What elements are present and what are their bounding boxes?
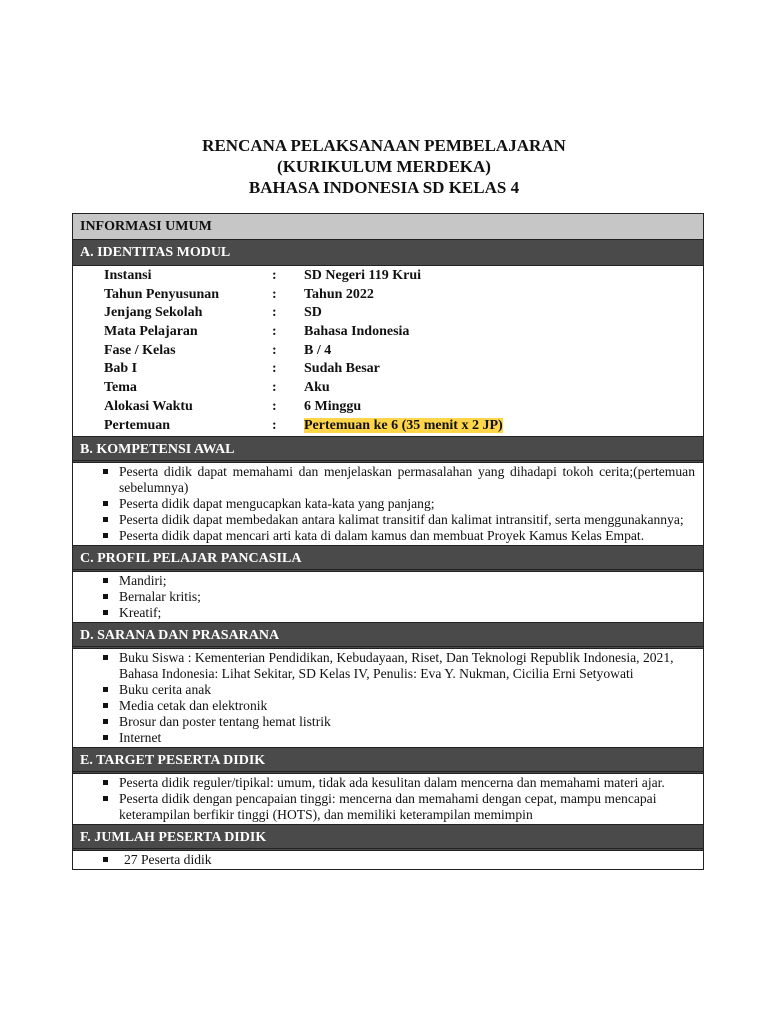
profil-pelajar-section — [73, 572, 703, 623]
title-line-3: BAHASA INDONESIA SD KELAS 4 — [248, 178, 520, 197]
identitas-colon: : — [272, 286, 277, 302]
identitas-colon: : — [272, 305, 277, 321]
identitas-row — [73, 379, 695, 398]
rpp-table — [72, 213, 704, 870]
identitas-label: Jenjang Sekolah — [104, 305, 203, 321]
sarana-prasarana-header: D. SARANA DAN PRASARANA — [73, 623, 703, 649]
list-item: Bernalar kritis; — [102, 589, 695, 605]
target-peserta-section — [73, 774, 703, 825]
document-title — [0, 135, 768, 198]
identitas-colon: : — [272, 268, 277, 283]
identitas-modul-section — [73, 266, 703, 437]
identitas-row — [73, 360, 695, 379]
list-item: Peserta didik dapat membedakan antara kalimat transitif dan kalimat intransitif, serta menggunakannya; — [102, 512, 695, 528]
identitas-value: SD Negeri 119 Krui — [304, 268, 422, 283]
identitas-value: B / 4 — [304, 342, 332, 358]
list-item: Buku cerita anak — [102, 682, 695, 698]
identitas-value: 6 Minggu — [304, 398, 362, 414]
jumlah-peserta-section — [73, 851, 703, 869]
kompetensi-awal-header: B. KOMPETENSI AWAL — [73, 437, 703, 463]
jumlah-peserta-header: F. JUMLAH PESERTA DIDIK — [73, 825, 703, 851]
list-item: 27 Peserta didik — [102, 852, 695, 868]
list-item: Peserta didik reguler/tipikal: umum, tidak ada kesulitan dalam mencerna dan memahami materi ajar. — [102, 775, 695, 791]
list-item: Buku Siswa : Kementerian Pendidikan, Kebudayaan, Riset, Dan Teknologi Republik Indonesia, 2021, Bahasa Indonesia: Lihat Sekitar, SD Kelas IV, Penulis: Eva Y. Nukman, Cicilia Erni Setyowati — [102, 650, 695, 682]
identitas-modul-header: A. IDENTITAS MODUL — [73, 240, 703, 266]
identitas-value: Bahasa Indonesia — [304, 324, 410, 340]
identitas-value: SD — [304, 305, 322, 321]
informasi-umum-header: INFORMASI UMUM — [73, 214, 703, 240]
identitas-value: Aku — [304, 380, 330, 396]
identitas-row — [73, 304, 695, 323]
title-line-1: RENCANA PELAKSANAAN PEMBELAJARAN — [202, 136, 566, 155]
identitas-row — [73, 286, 695, 305]
identitas-colon: : — [272, 361, 277, 377]
list-item: Media cetak dan elektronik — [102, 698, 695, 714]
pertemuan-highlight: Pertemuan ke 6 (35 menit x 2 JP) — [304, 417, 503, 433]
identitas-row — [73, 398, 695, 417]
list-item: Peserta didik dapat mencari arti kata di dalam kamus dan membuat Proyek Kamus Kelas Empat. — [102, 528, 695, 544]
identitas-row — [73, 342, 695, 361]
identitas-row — [73, 417, 695, 436]
kompetensi-awal-section — [73, 463, 703, 546]
identitas-value: Sudah Besar — [304, 361, 380, 377]
target-peserta-header: E. TARGET PESERTA DIDIK — [73, 748, 703, 774]
identitas-label: Mata Pelajaran — [104, 324, 198, 340]
identitas-label: Alokasi Waktu — [104, 398, 193, 414]
list-item: Peserta didik dengan pencapaian tinggi: mencerna dan memahami dengan cepat, mampu mencapai keterampilan berfikir tinggi (HOTS), dan memiliki keterampilan memimpin — [102, 791, 695, 823]
identitas-colon: : — [272, 380, 277, 396]
identitas-colon: : — [272, 324, 277, 340]
list-item: Internet — [102, 730, 695, 746]
identitas-row — [73, 323, 695, 342]
identitas-label: Tema — [104, 380, 137, 396]
title-line-2: (KURIKULUM MERDEKA) — [277, 157, 491, 176]
list-item: Peserta didik dapat mengucapkan kata-kata yang panjang; — [102, 496, 695, 512]
identitas-label: Bab I — [104, 361, 138, 377]
identitas-colon: : — [272, 398, 277, 414]
list-item: Peserta didik dapat memahami dan menjelaskan permasalahan yang dihadapi tokoh cerita;(pertemuan sebelumnya) — [102, 464, 695, 496]
identitas-label: Fase / Kelas — [104, 342, 176, 358]
identitas-colon: : — [272, 342, 277, 358]
list-item: Mandiri; — [102, 573, 695, 589]
identitas-label: Tahun Penyusunan — [104, 286, 220, 302]
identitas-row — [73, 267, 695, 286]
identitas-colon: : — [272, 417, 277, 433]
profil-pelajar-header: C. PROFIL PELAJAR PANCASILA — [73, 546, 703, 572]
identitas-label: Instansi — [104, 268, 152, 283]
list-item: Kreatif; — [102, 605, 695, 621]
list-item: Brosur dan poster tentang hemat listrik — [102, 714, 695, 730]
identitas-label: Pertemuan — [104, 417, 171, 433]
sarana-prasarana-section — [73, 649, 703, 748]
identitas-value: Tahun 2022 — [304, 286, 374, 302]
